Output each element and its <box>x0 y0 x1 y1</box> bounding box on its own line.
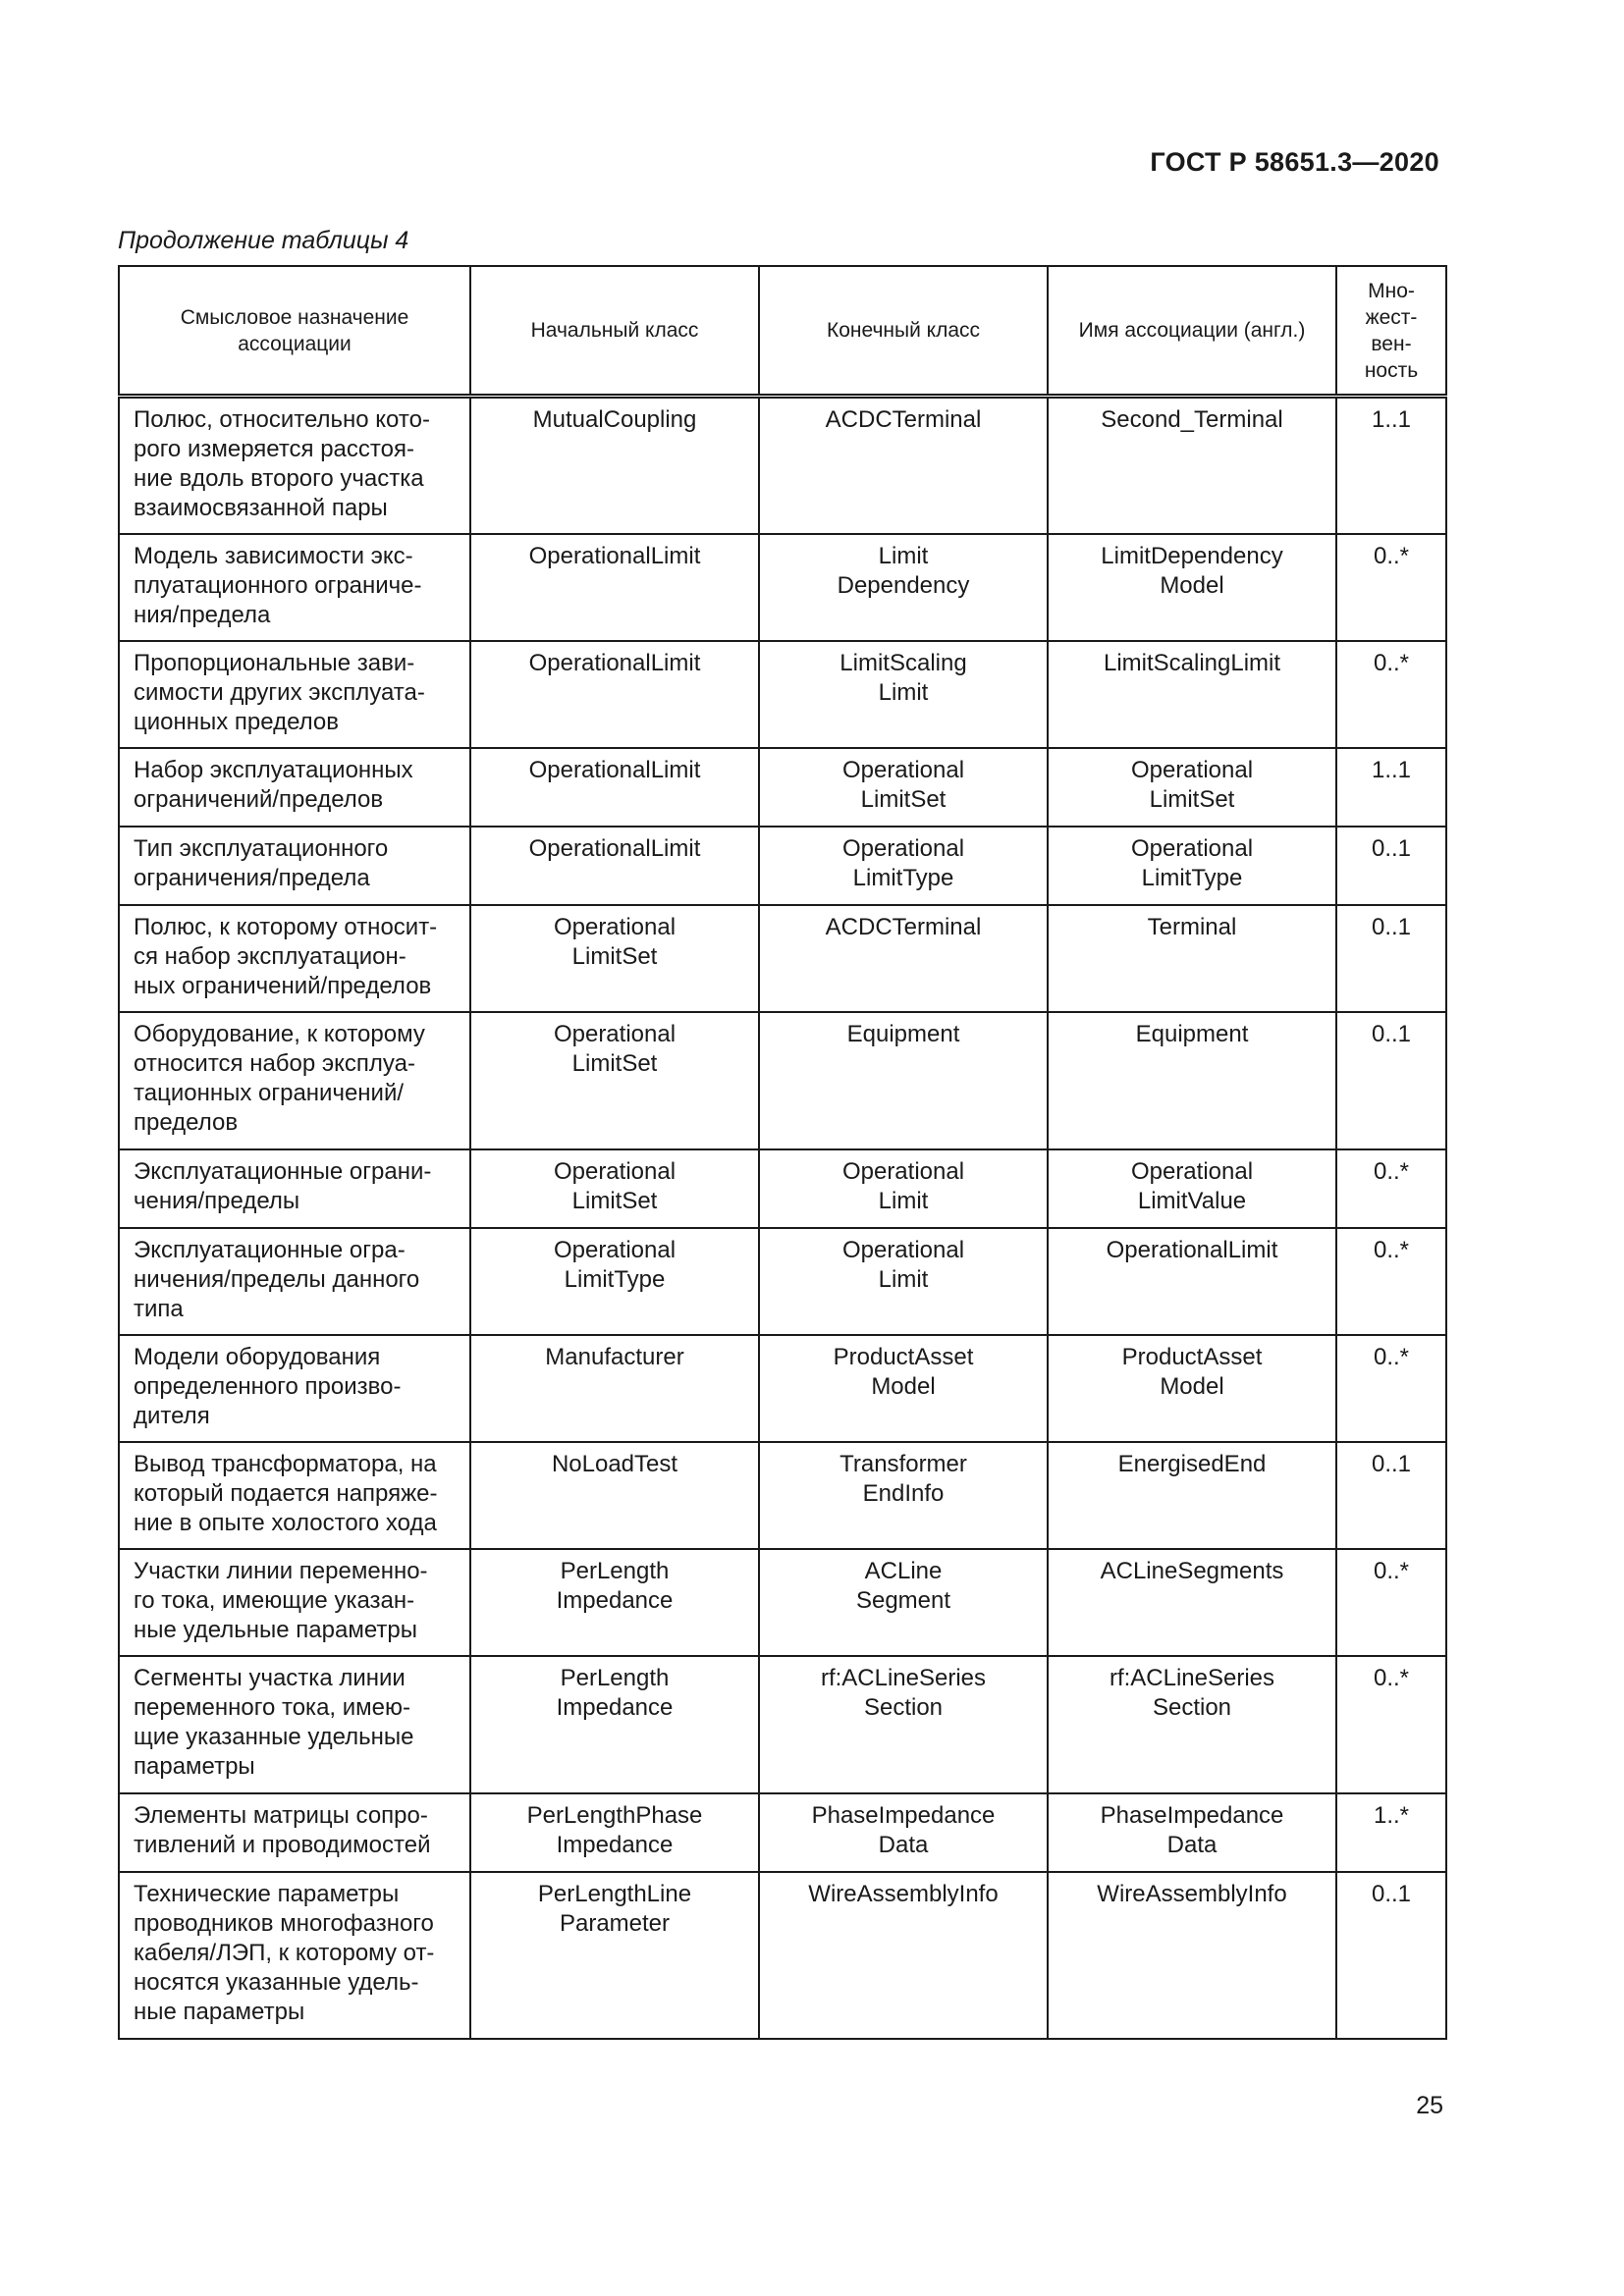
cell-source-class: OperationalLimit <box>470 534 759 641</box>
cell-meaning: Технические параметры проводников многофазного кабеля/ЛЭП, к которому от- носятся указанные удель- ные параметры <box>119 1872 470 2039</box>
table-row <box>119 641 1446 748</box>
cell-multiplicity: 1..1 <box>1336 748 1446 827</box>
header-source-class: Начальный класс <box>470 266 759 397</box>
header-multiplicity: Мно- жест- вен- ность <box>1336 266 1446 397</box>
cell-association-name: LimitDependency Model <box>1048 534 1336 641</box>
cell-target-class: PhaseImpedance Data <box>759 1793 1048 1872</box>
cell-target-class: ACDCTerminal <box>759 397 1048 534</box>
cell-target-class: ACDCTerminal <box>759 905 1048 1012</box>
cell-association-name: ProductAsset Model <box>1048 1335 1336 1442</box>
cell-association-name: EnergisedEnd <box>1048 1442 1336 1549</box>
cell-target-class: Transformer EndInfo <box>759 1442 1048 1549</box>
cell-meaning: Полюс, относительно кото- рого измеряется расстоя- ние вдоль второго участка взаимосвязанной пары <box>119 397 470 534</box>
cell-multiplicity: 0..1 <box>1336 1872 1446 2039</box>
cell-multiplicity: 0..* <box>1336 1335 1446 1442</box>
cell-source-class: Operational LimitSet <box>470 1012 759 1149</box>
cell-source-class: OperationalLimit <box>470 641 759 748</box>
cell-multiplicity: 0..* <box>1336 1549 1446 1656</box>
cell-source-class: Manufacturer <box>470 1335 759 1442</box>
header-target-class: Конечный класс <box>759 266 1048 397</box>
table-body <box>119 397 1446 2039</box>
cell-meaning: Модели оборудования определенного произво- дителя <box>119 1335 470 1442</box>
table-row <box>119 1442 1446 1549</box>
cell-multiplicity: 0..* <box>1336 534 1446 641</box>
cell-association-name: OperationalLimit <box>1048 1228 1336 1335</box>
cell-target-class: Operational LimitSet <box>759 748 1048 827</box>
cell-target-class: ACLine Segment <box>759 1549 1048 1656</box>
table-row <box>119 534 1446 641</box>
table-row <box>119 1656 1446 1793</box>
cell-target-class: LimitScaling Limit <box>759 641 1048 748</box>
cell-multiplicity: 0..1 <box>1336 1012 1446 1149</box>
cell-meaning: Пропорциональные зави- симости других эксплуата- ционных пределов <box>119 641 470 748</box>
cell-association-name: ACLineSegments <box>1048 1549 1336 1656</box>
cell-target-class: Equipment <box>759 1012 1048 1149</box>
cell-association-name: rf:ACLineSeries Section <box>1048 1656 1336 1793</box>
cell-association-name: WireAssemblyInfo <box>1048 1872 1336 2039</box>
page-number: 25 <box>1416 2092 1443 2119</box>
cell-target-class: rf:ACLineSeries Section <box>759 1656 1048 1793</box>
cell-meaning: Тип эксплуатационного ограничения/предела <box>119 827 470 905</box>
cell-source-class: Operational LimitSet <box>470 1149 759 1228</box>
table-row <box>119 1335 1446 1442</box>
cell-association-name: Operational LimitSet <box>1048 748 1336 827</box>
cell-multiplicity: 0..* <box>1336 1228 1446 1335</box>
cell-meaning: Полюс, к которому относит- ся набор эксплуатацион- ных ограничений/пределов <box>119 905 470 1012</box>
cell-meaning: Участки линии переменно- го тока, имеющие указан- ные удельные параметры <box>119 1549 470 1656</box>
cell-meaning: Вывод трансформатора, на который подается напряже- ние в опыте холостого хода <box>119 1442 470 1549</box>
cell-source-class: PerLengthPhase Impedance <box>470 1793 759 1872</box>
table-row <box>119 1149 1446 1228</box>
cell-meaning: Сегменты участка линии переменного тока, имею- щие указанные удельные параметры <box>119 1656 470 1793</box>
cell-meaning: Оборудование, к которому относится набор эксплуа- тационных ограничений/ пределов <box>119 1012 470 1149</box>
cell-source-class: PerLengthLine Parameter <box>470 1872 759 2039</box>
header-association-name: Имя ассоциации (англ.) <box>1048 266 1336 397</box>
cell-source-class: PerLength Impedance <box>470 1656 759 1793</box>
cell-target-class: Operational Limit <box>759 1149 1048 1228</box>
table-row <box>119 1872 1446 2039</box>
cell-source-class: Operational LimitType <box>470 1228 759 1335</box>
table-row <box>119 748 1446 827</box>
cell-association-name: Second_Terminal <box>1048 397 1336 534</box>
cell-association-name: Operational LimitType <box>1048 827 1336 905</box>
table-header-row <box>119 266 1446 397</box>
cell-source-class: PerLength Impedance <box>470 1549 759 1656</box>
cell-association-name: PhaseImpedance Data <box>1048 1793 1336 1872</box>
cell-source-class: OperationalLimit <box>470 827 759 905</box>
cell-target-class: Limit Dependency <box>759 534 1048 641</box>
cell-source-class: Operational LimitSet <box>470 905 759 1012</box>
table-row <box>119 1793 1446 1872</box>
cell-target-class: WireAssemblyInfo <box>759 1872 1048 2039</box>
cell-association-name: Terminal <box>1048 905 1336 1012</box>
cell-source-class: MutualCoupling <box>470 397 759 534</box>
cell-source-class: OperationalLimit <box>470 748 759 827</box>
cell-meaning: Набор эксплуатационных ограничений/пределов <box>119 748 470 827</box>
cell-multiplicity: 0..1 <box>1336 905 1446 1012</box>
cell-multiplicity: 1..* <box>1336 1793 1446 1872</box>
cell-source-class: NoLoadTest <box>470 1442 759 1549</box>
associations-table <box>118 265 1447 2040</box>
table-row <box>119 397 1446 534</box>
cell-association-name: Equipment <box>1048 1012 1336 1149</box>
table-row <box>119 827 1446 905</box>
cell-meaning: Модель зависимости экс- плуатационного ограниче- ния/предела <box>119 534 470 641</box>
cell-multiplicity: 0..1 <box>1336 827 1446 905</box>
cell-multiplicity: 1..1 <box>1336 397 1446 534</box>
cell-meaning: Эксплуатационные огра- ничения/пределы данного типа <box>119 1228 470 1335</box>
cell-multiplicity: 0..1 <box>1336 1442 1446 1549</box>
cell-target-class: ProductAsset Model <box>759 1335 1048 1442</box>
cell-multiplicity: 0..* <box>1336 1149 1446 1228</box>
table-caption: Продолжение таблицы 4 <box>118 227 409 254</box>
cell-multiplicity: 0..* <box>1336 641 1446 748</box>
table-row <box>119 1012 1446 1149</box>
cell-multiplicity: 0..* <box>1336 1656 1446 1793</box>
cell-target-class: Operational Limit <box>759 1228 1048 1335</box>
cell-target-class: Operational LimitType <box>759 827 1048 905</box>
table-row <box>119 905 1446 1012</box>
table-row <box>119 1549 1446 1656</box>
table-row <box>119 1228 1446 1335</box>
cell-meaning: Элементы матрицы сопро- тивлений и проводимостей <box>119 1793 470 1872</box>
header-meaning: Смысловое назначение ассоциации <box>119 266 470 397</box>
cell-meaning: Эксплуатационные ограни- чения/пределы <box>119 1149 470 1228</box>
cell-association-name: Operational LimitValue <box>1048 1149 1336 1228</box>
document-code: ГОСТ Р 58651.3—2020 <box>1150 147 1439 177</box>
cell-association-name: LimitScalingLimit <box>1048 641 1336 748</box>
